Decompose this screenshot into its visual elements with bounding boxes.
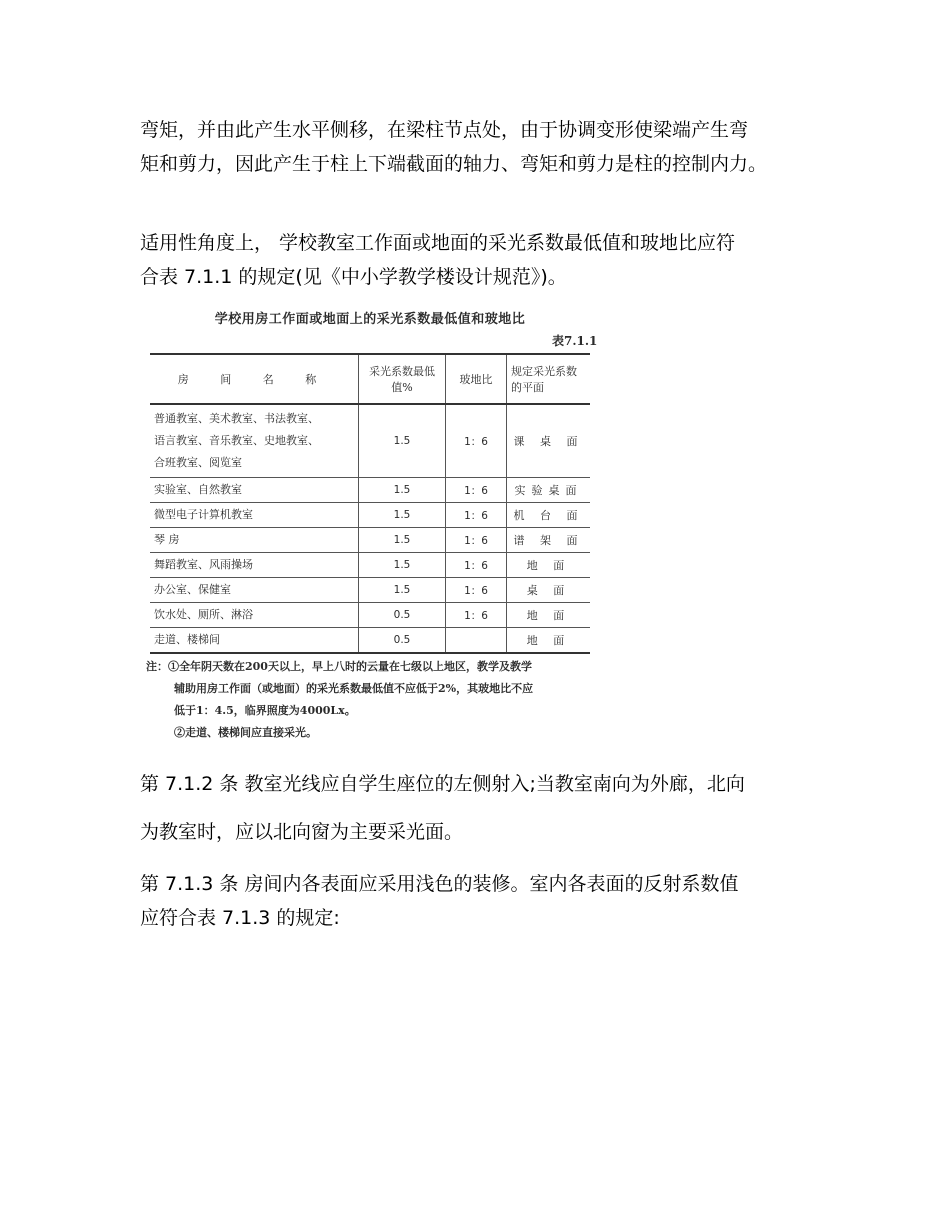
cell-ratio: 1：6 xyxy=(446,553,507,578)
cell-coef: 1.5 xyxy=(359,578,446,603)
header-plane: 规定采光系数的平面 xyxy=(507,354,591,404)
cell-coef: 1.5 xyxy=(359,528,446,553)
cell-room: 舞蹈教室、风雨操场 xyxy=(150,553,359,578)
figure-title: 学校用房工作面或地面上的采光系数最低值和玻地比 xyxy=(214,312,526,327)
table-row xyxy=(150,528,590,553)
table-row xyxy=(150,628,590,654)
cell-room: 走道、楼梯间 xyxy=(150,628,359,654)
table-row xyxy=(150,478,590,503)
cell-plane: 地 面 xyxy=(507,628,591,654)
table-row xyxy=(150,603,590,628)
cell-room: 琴 房 xyxy=(150,528,359,553)
daylight-table xyxy=(150,353,590,654)
cell-ratio: 1：6 xyxy=(446,503,507,528)
table-row xyxy=(150,578,590,603)
text-line: 第 7.1.3 条 房间内各表面应采用浅色的装修。室内各表面的反射系数值 xyxy=(140,873,739,895)
text-line: 适用性角度上， 学校教室工作面或地面的采光系数最低值和玻地比应符 xyxy=(140,232,736,254)
cell-ratio: 1：6 xyxy=(446,578,507,603)
cell-coef: 1.5 xyxy=(359,478,446,503)
paragraph-5 xyxy=(140,867,840,935)
cell-plane: 实验桌面 xyxy=(507,478,591,503)
cell-coef: 0.5 xyxy=(359,603,446,628)
note-line: 低于1：4.5，临界照度为4000Lx。 xyxy=(174,704,356,717)
table-row xyxy=(150,404,590,478)
note-line: 注：①全年阴天数在200天以上，早上八时的云量在七级以上地区，教学及教学 xyxy=(146,660,532,673)
cell-coef: 1.5 xyxy=(359,503,446,528)
cell-plane: 桌 面 xyxy=(507,578,591,603)
header-coef: 采光系数最低值% xyxy=(359,354,446,404)
cell-room-line: 普通教室、美术教室、书法教室、 xyxy=(154,412,319,425)
table-figure xyxy=(140,300,600,750)
cell-ratio: 1：6 xyxy=(446,528,507,553)
paragraph-1 xyxy=(140,113,840,181)
table-row xyxy=(150,503,590,528)
cell-plane: 地 面 xyxy=(507,553,591,578)
cell-room: 办公室、保健室 xyxy=(150,578,359,603)
table-header-row xyxy=(150,354,590,404)
cell-plane: 机 台 面 xyxy=(507,503,591,528)
cell-coef: 0.5 xyxy=(359,628,446,654)
header-ratio: 玻地比 xyxy=(446,354,507,404)
cell-room xyxy=(150,404,359,478)
note-line: ②走道、楼梯间应直接采光。 xyxy=(174,726,317,739)
cell-plane: 地 面 xyxy=(507,603,591,628)
cell-ratio xyxy=(446,628,507,654)
cell-room: 饮水处、厕所、淋浴 xyxy=(150,603,359,628)
cell-ratio: 1：6 xyxy=(446,404,507,478)
cell-room: 实验室、自然教室 xyxy=(150,478,359,503)
text-line: 应符合表 7.1.3 的规定: xyxy=(140,907,340,929)
text-line: 第 7.1.2 条 教室光线应自学生座位的左侧射入;当教室南向为外廊，北向 xyxy=(140,773,745,795)
cell-room: 微型电子计算机教室 xyxy=(150,503,359,528)
cell-coef: 1.5 xyxy=(359,553,446,578)
cell-room-line: 语言教室、音乐教室、史地教室、 xyxy=(154,434,319,447)
paragraph-3 xyxy=(140,767,840,801)
cell-room-line: 合班教室、阅览室 xyxy=(154,456,242,469)
table-row xyxy=(150,553,590,578)
cell-plane: 课 桌 面 xyxy=(507,404,591,478)
cell-plane: 谱 架 面 xyxy=(507,528,591,553)
cell-coef: 1.5 xyxy=(359,404,446,478)
paragraph-2 xyxy=(140,226,840,294)
note-line: 辅助用房工作面（或地面）的采光系数最低值不应低于2%，其玻地比不应 xyxy=(174,682,534,695)
table-number: 表7.1.1 xyxy=(552,334,598,348)
paragraph-4 xyxy=(140,815,840,849)
cell-ratio: 1：6 xyxy=(446,478,507,503)
header-room: 房 间 名 称 xyxy=(150,354,359,404)
cell-ratio: 1：6 xyxy=(446,603,507,628)
text-line: 合表 7.1.1 的规定(见《中小学教学楼设计规范》)。 xyxy=(140,266,567,288)
text-line: 弯矩，并由此产生水平侧移，在梁柱节点处，由于协调变形使梁端产生弯 xyxy=(140,119,749,141)
text-line: 矩和剪力，因此产生于柱上下端截面的轴力、弯矩和剪力是柱的控制内力。 xyxy=(140,153,768,175)
table-note xyxy=(146,656,596,744)
text-line: 为教室时，应以北向窗为主要采光面。 xyxy=(140,821,464,843)
